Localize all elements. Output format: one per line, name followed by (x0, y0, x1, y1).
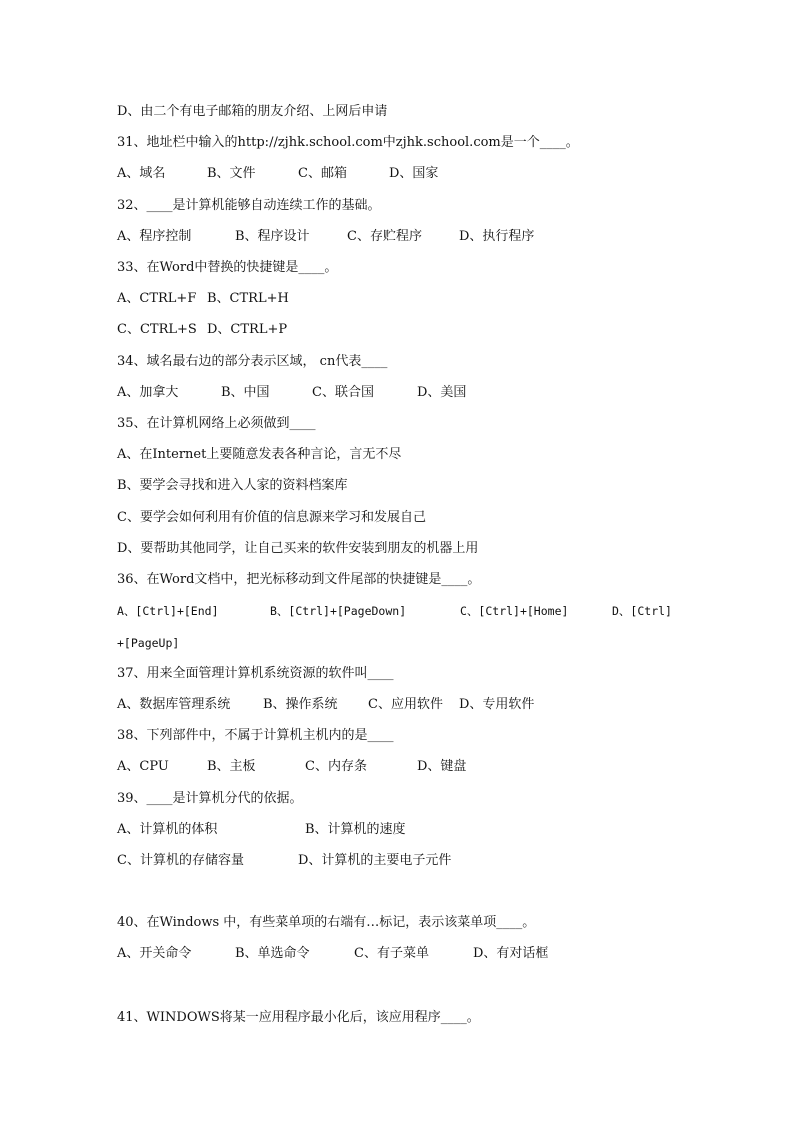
question-36: 36、在Word文档中，把光标移动到文件尾部的快捷键是____。 (117, 572, 481, 587)
option-b: B、单选命令 (235, 946, 310, 961)
question-35-option-a: A、在Internet上要随意发表各种言论，言无不尽 (117, 447, 402, 462)
option-c: C、邮箱 (298, 166, 347, 181)
option-c: C、应用软件 (368, 697, 443, 712)
question-35-option-d: D、要帮助其他同学，让自己买来的软件安装到朋友的机器上用 (117, 541, 479, 556)
option-d: D、计算机的主要电子元件 (298, 853, 452, 868)
option-d: D、键盘 (417, 759, 467, 774)
option-c: C、计算机的存储容量 (117, 853, 244, 868)
option-b: B、文件 (207, 166, 256, 181)
option-b: B、程序设计 (235, 229, 310, 244)
option-d: D、美国 (417, 385, 467, 400)
option-b: B、[Ctrl]+[PageDown] (270, 604, 407, 618)
question-31: 31、地址栏中输入的http://zjhk.school.com中zjhk.school.com是一个____。 (117, 135, 579, 150)
option-a: A、[Ctrl]+[End] (117, 604, 219, 618)
question-34: 34、域名最右边的部分表示区域， cn代表____ (117, 354, 388, 369)
question-35: 35、在计算机网络上必须做到____ (117, 416, 316, 431)
option-c: C、有子菜单 (354, 946, 429, 961)
question-41: 41、WINDOWS将某一应用程序最小化后，该应用程序____。 (117, 1010, 480, 1025)
option-c: C、内存条 (305, 759, 367, 774)
option-c: C、存贮程序 (347, 229, 422, 244)
option-d: D、[Ctrl] (612, 604, 672, 618)
option-c: C、联合国 (312, 385, 374, 400)
question-39: 39、____是计算机分代的依据。 (117, 791, 303, 806)
option-c: C、CTRL+S (117, 322, 197, 337)
question-35-option-c: C、要学会如何利用有价值的信息源来学习和发展自己 (117, 510, 426, 525)
option-b: B、操作系统 (263, 697, 338, 712)
option-b: B、计算机的速度 (305, 822, 406, 837)
option-a: A、开关命令 (117, 946, 192, 961)
option-b: B、中国 (221, 385, 270, 400)
option-b: B、CTRL+H (207, 291, 289, 306)
option-d: D、国家 (389, 166, 439, 181)
option-a: A、CTRL+F (117, 291, 197, 306)
question-36-option-d-continued: +[PageUp] (117, 636, 180, 650)
question-33: 33、在Word中替换的快捷键是____。 (117, 260, 338, 275)
question-35-option-b: B、要学会寻找和进入人家的资料档案库 (117, 478, 348, 493)
option-line: D、由二个有电子邮箱的朋友介绍、上网后申请 (117, 104, 388, 119)
question-32: 32、____是计算机能够自动连续工作的基础。 (117, 198, 381, 213)
question-38: 38、下列部件中，不属于计算机主机内的是____ (117, 728, 394, 743)
option-a: A、计算机的体积 (117, 822, 218, 837)
option-d: D、专用软件 (459, 697, 535, 712)
option-d: D、CTRL+P (207, 322, 288, 337)
option-a: A、域名 (117, 166, 166, 181)
option-a: A、加拿大 (117, 385, 179, 400)
option-b: B、主板 (207, 759, 256, 774)
question-37: 37、用来全面管理计算机系统资源的软件叫____ (117, 666, 394, 681)
option-a: A、CPU (117, 759, 169, 774)
option-d: D、有对话框 (473, 946, 549, 961)
option-a: A、数据库管理系统 (117, 697, 231, 712)
question-40: 40、在Windows 中，有些菜单项的右端有…标记，表示该菜单项____。 (117, 915, 536, 930)
option-a: A、程序控制 (117, 229, 192, 244)
option-d: D、执行程序 (459, 229, 535, 244)
option-c: C、[Ctrl]+[Home] (460, 604, 569, 618)
